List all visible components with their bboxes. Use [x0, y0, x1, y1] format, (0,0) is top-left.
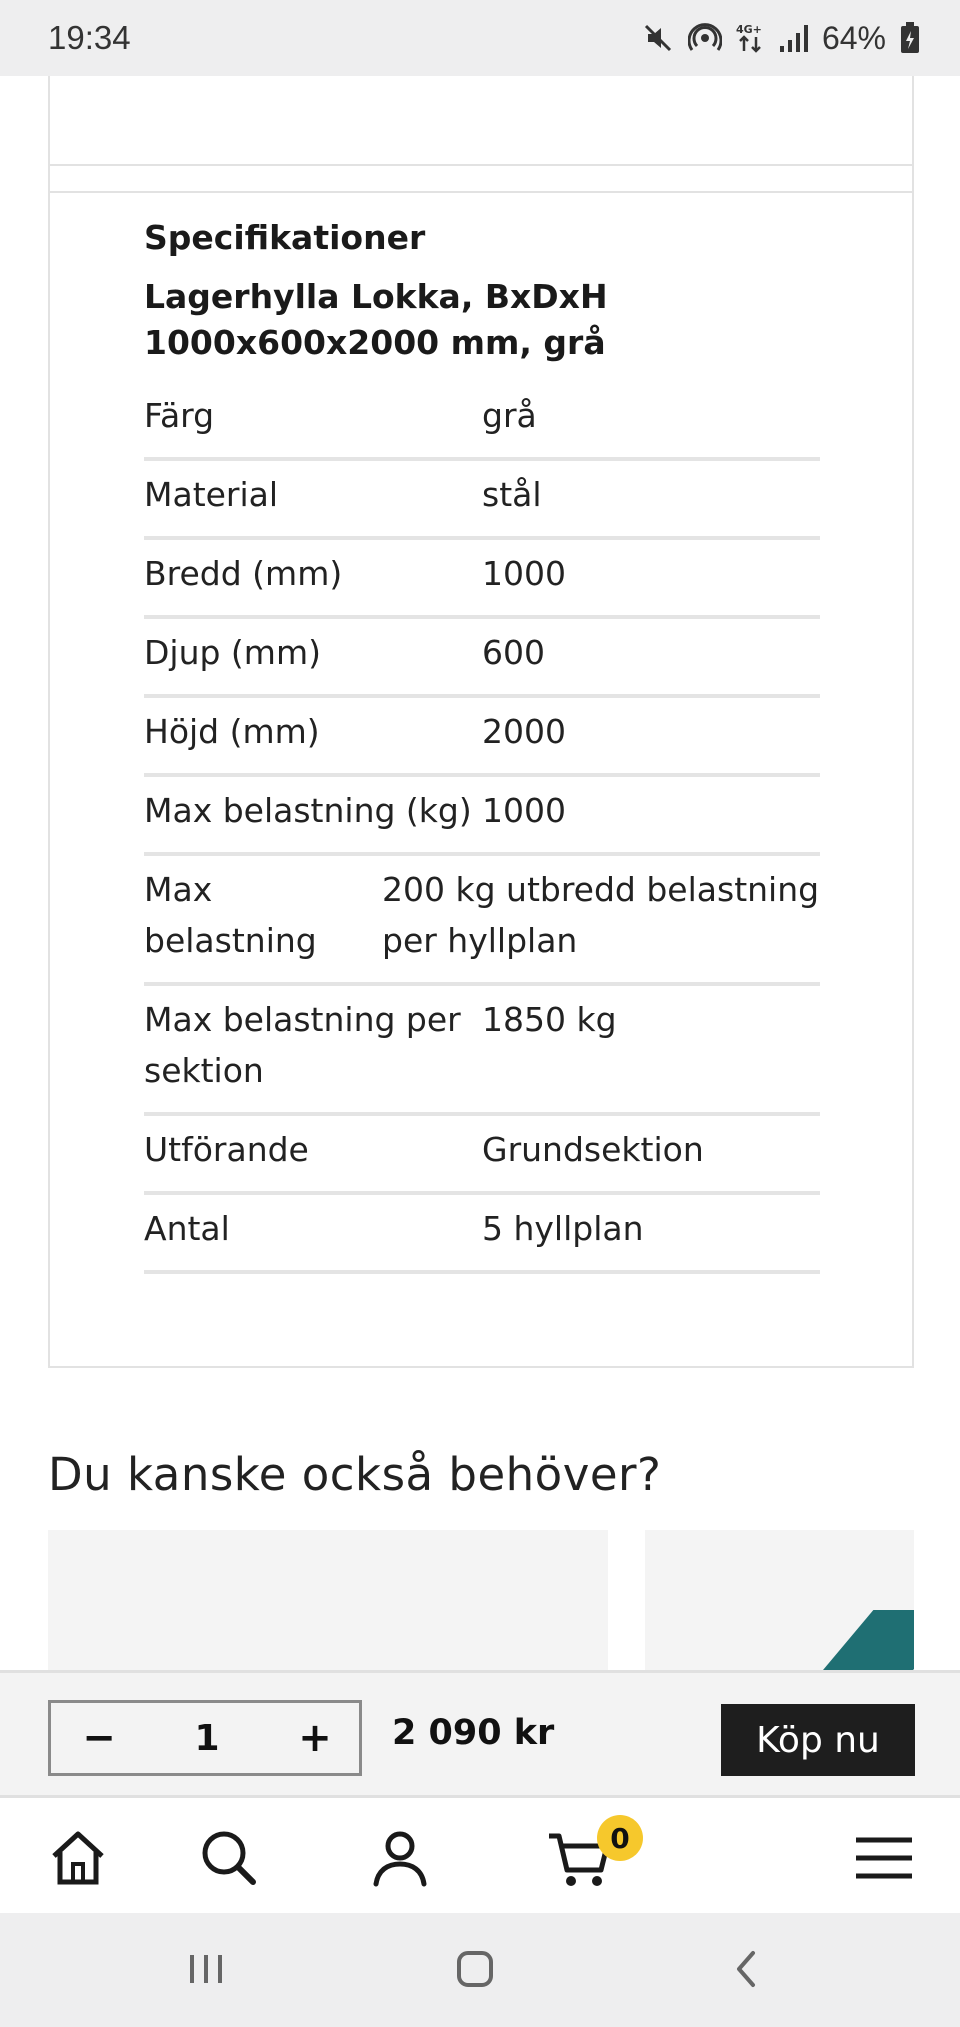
spec-key: Max belastning [144, 856, 382, 984]
spec-key: Utförande [144, 1114, 482, 1193]
spec-key: Max belastning (kg) [144, 775, 482, 854]
spec-row [144, 775, 820, 854]
spec-row [144, 696, 820, 775]
spec-value: 1000 [482, 538, 820, 617]
spec-key: Antal [144, 1193, 482, 1272]
spec-row [144, 382, 820, 459]
page-content[interactable] [0, 76, 960, 1670]
bottom-navigation [0, 1798, 960, 1913]
status-icons [642, 20, 920, 57]
product-title: Lagerhylla Lokka, BxDxH 1000x600x2000 mm, grå [144, 277, 608, 362]
spec-key: Bredd (mm) [144, 538, 482, 617]
home-button-icon[interactable] [455, 1949, 495, 1993]
spec-value: 600 [482, 617, 820, 696]
spec-row [144, 617, 820, 696]
search-icon[interactable] [197, 1826, 261, 1890]
quantity-value[interactable]: 1 [194, 1717, 220, 1759]
hotspot-icon [688, 21, 722, 55]
spec-row [144, 538, 820, 617]
battery-percent: 64% [821, 19, 886, 56]
spec-key: Material [144, 459, 482, 538]
status-bar [0, 0, 960, 76]
price: 2 090 kr [392, 1713, 555, 1753]
specifications-table [144, 382, 820, 856]
spec-row [144, 986, 820, 1114]
account-icon[interactable] [368, 1826, 432, 1890]
spec-value: 1850 kg [482, 986, 820, 1114]
product-image [815, 1610, 914, 1670]
status-time: 19:34 [48, 19, 131, 56]
spec-key: Djup (mm) [144, 617, 482, 696]
specifications-card [48, 164, 914, 1368]
recommended-product-card[interactable] [48, 1530, 608, 1670]
mute-icon [642, 22, 674, 54]
spec-value: Grundsektion [482, 1114, 820, 1193]
spec-value: grå [482, 382, 820, 459]
home-icon[interactable] [46, 1826, 110, 1890]
signal-icon [778, 22, 808, 54]
spec-key: Höjd (mm) [144, 696, 482, 775]
svg-text:4G+: 4G+ [735, 23, 762, 36]
quantity-stepper [48, 1700, 362, 1776]
buy-now-button[interactable]: Köp nu [721, 1704, 915, 1776]
spec-row [144, 1193, 820, 1272]
increase-quantity-button[interactable]: + [298, 1715, 332, 1761]
menu-icon[interactable] [852, 1826, 916, 1890]
spec-row [144, 459, 820, 538]
recommendations-title: Du kanske också behöver? [48, 1448, 662, 1501]
recent-apps-icon[interactable] [186, 1949, 226, 1993]
specifications-table-wide [144, 856, 820, 986]
cart-count-badge: 0 [597, 1815, 643, 1861]
spec-value: 2000 [482, 696, 820, 775]
spec-value: 200 kg utbredd belastning per hyllplan [382, 856, 820, 984]
specifications-heading: Specifikationer [144, 218, 426, 257]
spec-value: 1000 [482, 775, 820, 854]
back-icon[interactable] [727, 1949, 767, 1993]
spec-key: Färg [144, 382, 482, 459]
spec-value: stål [482, 459, 820, 538]
spec-row [144, 856, 820, 984]
spec-key: Max belastning per sektion [144, 986, 482, 1114]
decrease-quantity-button[interactable]: − [82, 1715, 116, 1761]
data-4g-icon [736, 21, 764, 55]
purchase-bar [0, 1670, 960, 1798]
recommended-product-card[interactable] [645, 1530, 914, 1670]
battery-icon [900, 22, 920, 54]
spec-row [144, 1114, 820, 1193]
system-navigation [0, 1913, 960, 2027]
spec-value: 5 hyllplan [482, 1193, 820, 1272]
specifications-table-rest [144, 986, 820, 1274]
